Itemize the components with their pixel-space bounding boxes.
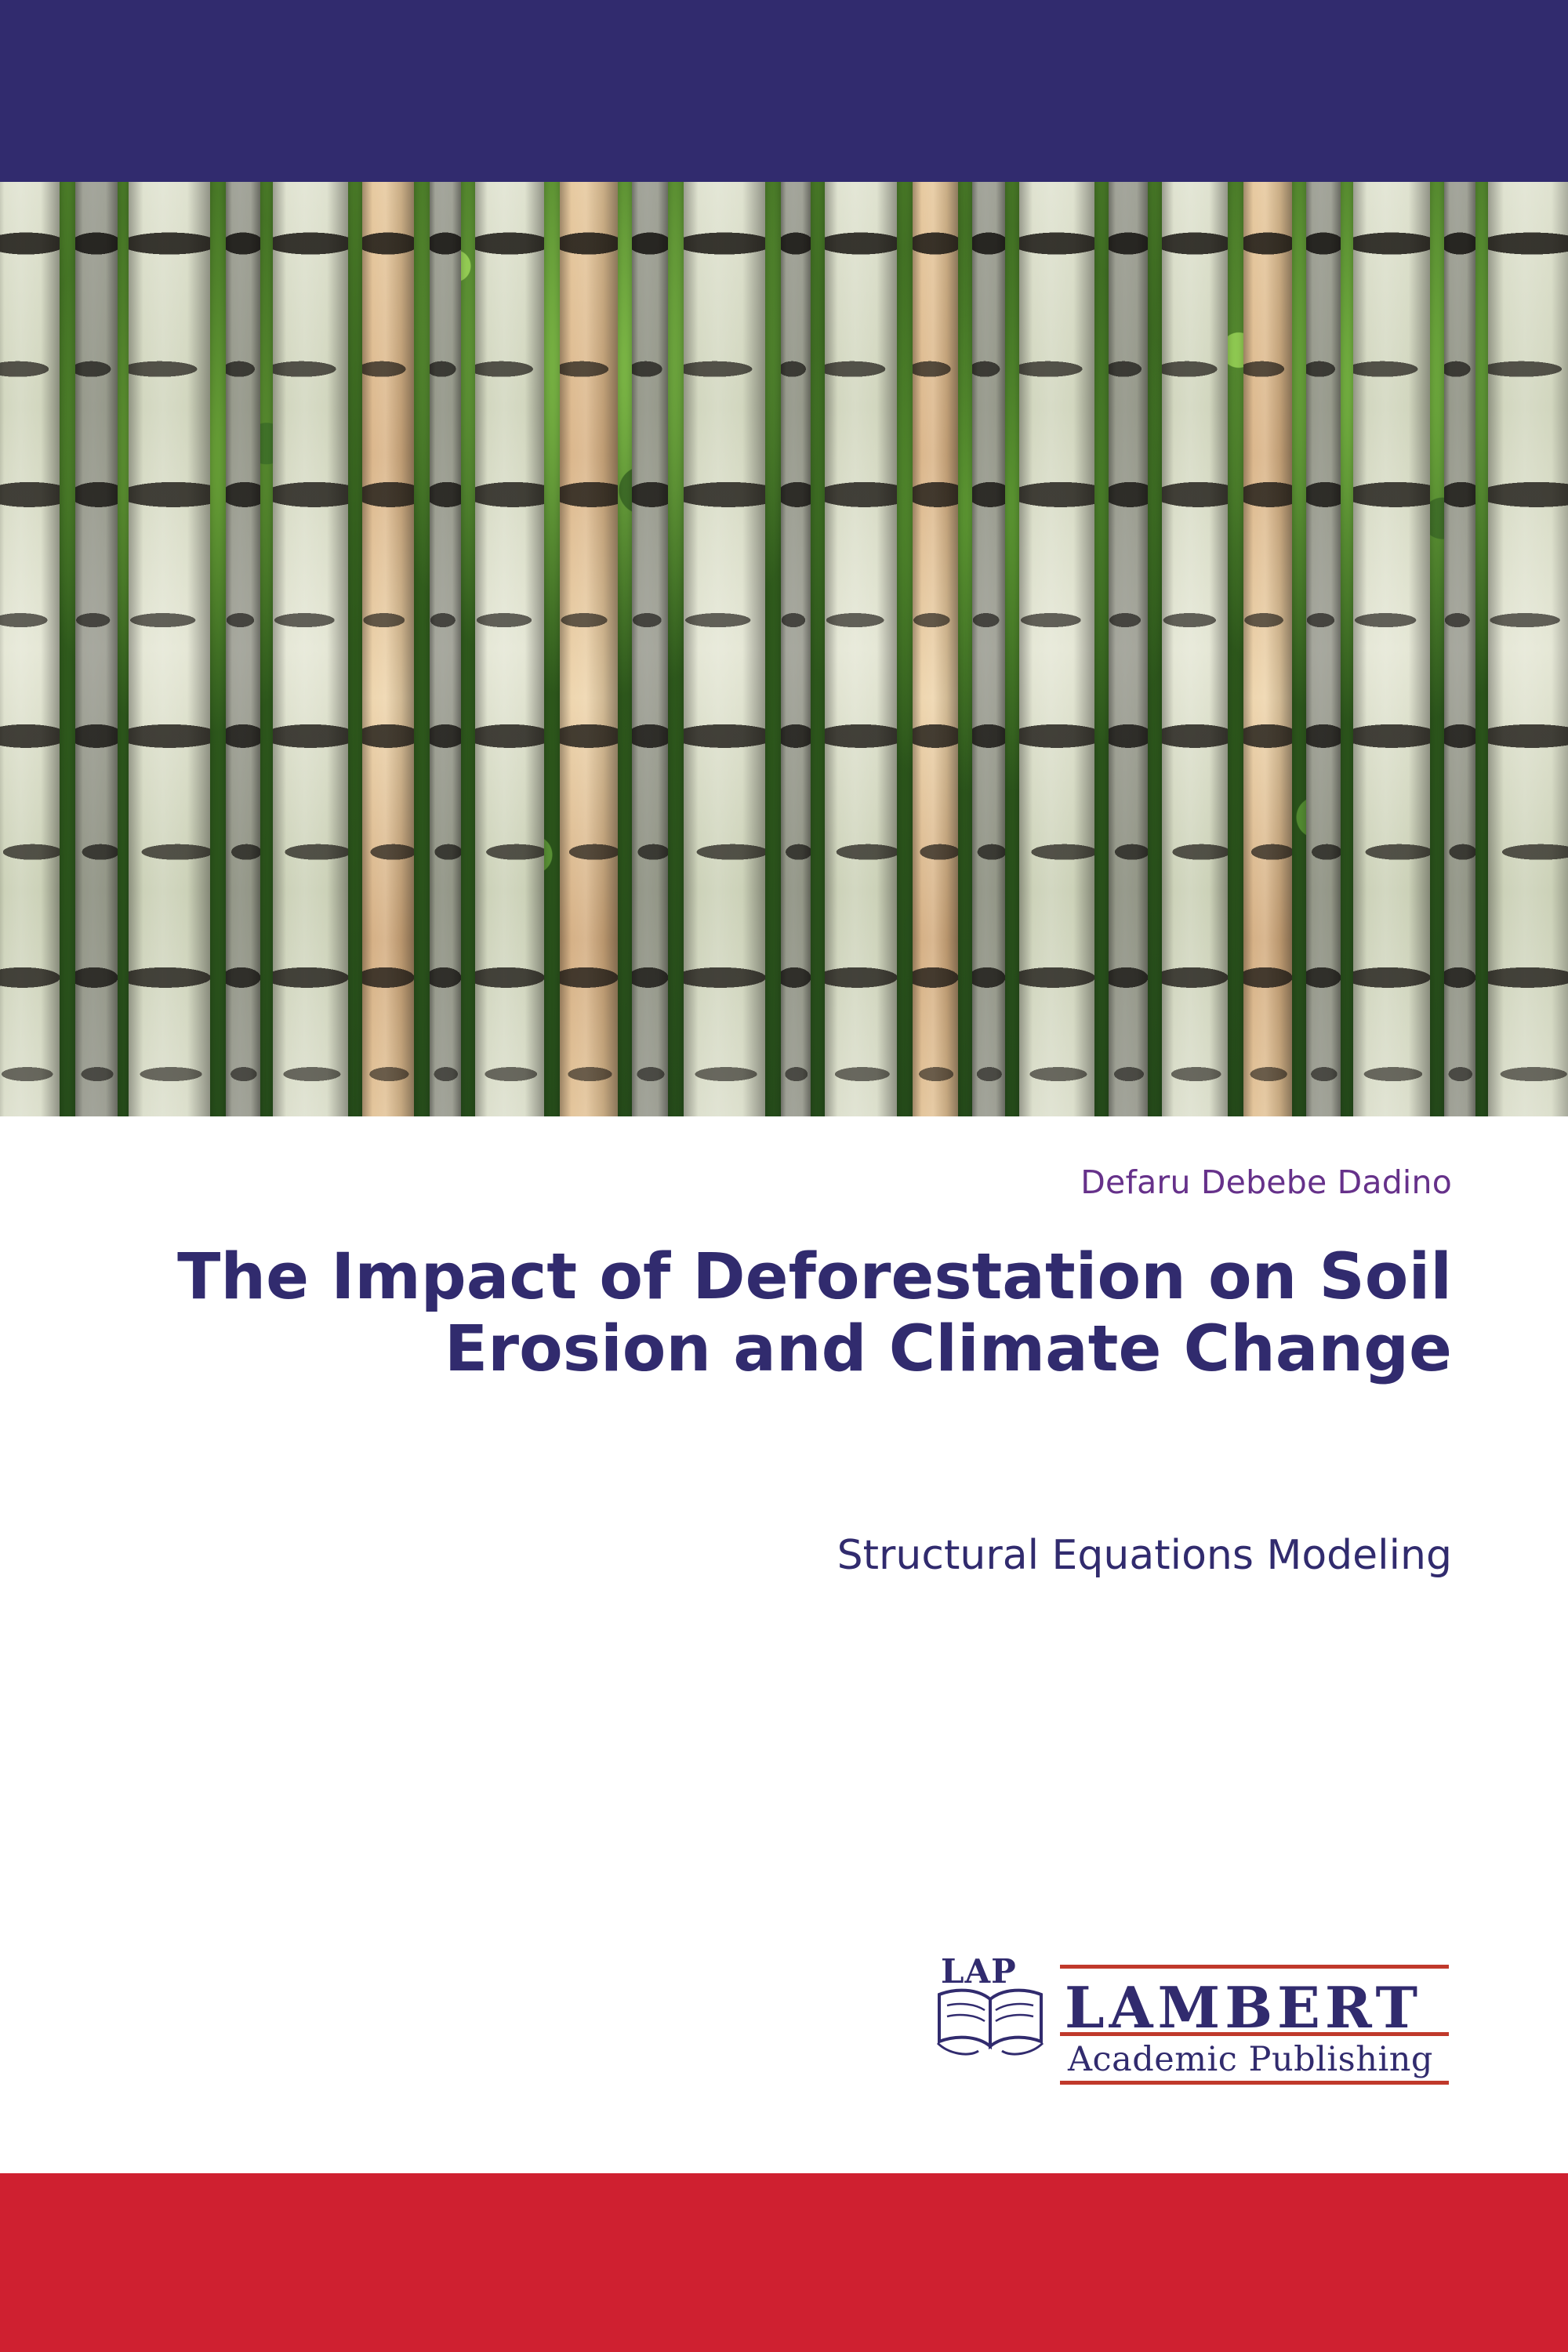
tree-trunk — [1243, 182, 1292, 1116]
top-color-band — [0, 0, 1568, 182]
book-subtitle: Structural Equations Modeling — [837, 1532, 1452, 1579]
tree-trunk — [273, 182, 348, 1116]
tree-trunk — [75, 182, 118, 1116]
tree-trunk — [1353, 182, 1430, 1116]
tree-trunk — [913, 182, 958, 1116]
tree-trunk — [0, 182, 60, 1116]
tree-trunk — [475, 182, 544, 1116]
tree-trunk — [129, 182, 210, 1116]
cover-text-area — [0, 1116, 1568, 2173]
publisher-mark: LAP — [941, 1952, 1017, 1991]
logo-rule — [1060, 2081, 1449, 2085]
publisher-logo — [925, 1947, 1452, 2089]
tree-trunk — [684, 182, 765, 1116]
tree-trunk — [1109, 182, 1148, 1116]
publisher-tagline: Academic Publishing — [1068, 2040, 1433, 2079]
bottom-color-band — [0, 2173, 1568, 2352]
tree-trunk — [632, 182, 668, 1116]
author-name: Defaru Debebe Dadino — [1080, 1163, 1452, 1201]
logo-rule — [1060, 1965, 1449, 1969]
tree-trunk — [1019, 182, 1094, 1116]
birch-trunks — [0, 182, 1568, 1116]
cover-photograph — [0, 182, 1568, 1116]
tree-trunk — [1306, 182, 1341, 1116]
tree-trunk — [825, 182, 897, 1116]
tree-trunk — [972, 182, 1005, 1116]
book-title: The Impact of Deforestation on Soil Erosion and Climate Change — [177, 1240, 1452, 1386]
tree-trunk — [430, 182, 461, 1116]
publisher-name: LAMBERT — [1065, 1974, 1423, 2041]
tree-trunk — [781, 182, 811, 1116]
open-book-icon — [931, 1982, 1049, 2057]
tree-trunk — [1162, 182, 1228, 1116]
tree-trunk — [1444, 182, 1475, 1116]
tree-trunk — [226, 182, 260, 1116]
tree-trunk — [560, 182, 618, 1116]
tree-trunk — [362, 182, 414, 1116]
tree-trunk — [1488, 182, 1568, 1116]
